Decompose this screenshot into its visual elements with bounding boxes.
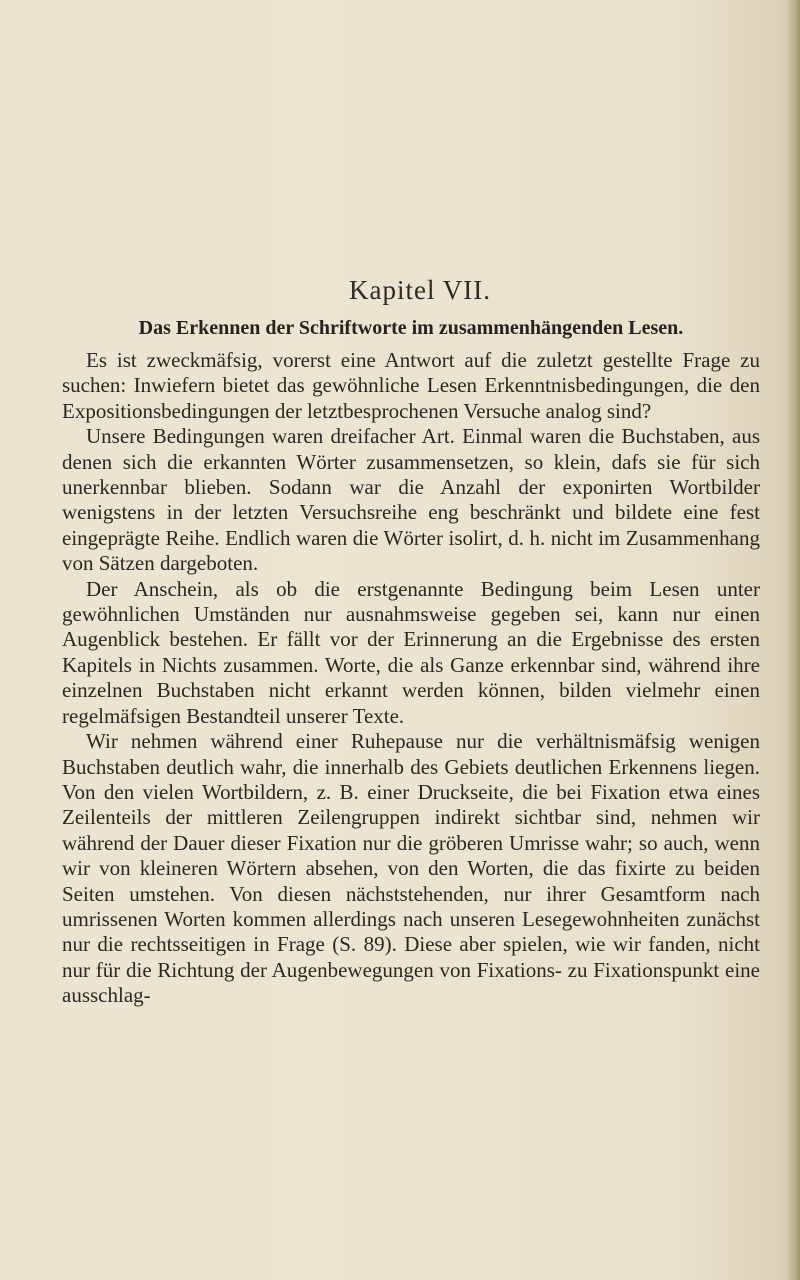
paragraph-3: Der Anschein, als ob die erstgenannte Bedingung beim Lesen unter gewöhnlichen Umständen nur ausnahmsweise gegeben sei, kann nur einen Augenblick bestehen. Er fällt vor der Erinnerung an die Ergebnisse des ersten Kapitels in Nichts zusammen. Worte, die als Ganze erkennbar sind, während ihre einzelnen Buchstaben nicht erkannt werden können, bilden vielmehr einen regelmäfsigen Bestandteil unserer Texte.	[62, 576, 760, 728]
page-edge-shadow	[786, 0, 800, 1280]
paragraph-2: Unsere Bedingungen waren dreifacher Art. Einmal waren die Buchstaben, aus denen sich die erkannten Wörter zusammensetzen, so klein, dafs sie für sich unerkennbar blieben. Sodann war die Anzahl der exponirten Wortbilder wenigstens in der letzten Versuchsreihe eng beschränkt und bildete eine fest eingeprägte Reihe. Endlich waren die Wörter isolirt, d. h. nicht im Zusammenhang von Sätzen dargeboten.	[62, 424, 760, 576]
paragraph-4: Wir nehmen während einer Ruhepause nur die verhältnismäfsig wenigen Buchstaben deutlich wahr, die innerhalb des Gebiets deutlichen Erkennens liegen. Von den vielen Wortbildern, z. B. einer Druckseite, die bei Fixation etwa eines Zeilenteils der mittleren Zeilengruppen indirekt sichtbar sind, nehmen wir während der Dauer dieser Fixation nur die gröberen Umrisse wahr; so auch, wenn wir von kleineren Wörtern absehen, von den Worten, die das fixirte zu beiden Seiten umstehen. Von diesen nächststehenden, nur ihrer Gesamtform nach umrissenen Worten kommen allerdings nach unseren Lesegewohnheiten zunächst nur die rechtsseitigen in Frage (S. 89). Diese aber spielen, wie wir fanden, nicht nur für die Richtung der Augenbewegungen von Fixations- zu Fixationspunkt eine ausschlag-	[62, 729, 760, 1008]
page-text-block	[62, 272, 760, 1009]
chapter-title: Kapitel VII.	[349, 275, 491, 305]
section-heading: Das Erkennen der Schriftworte im zusammenhängenden Lesen.	[138, 317, 684, 339]
paragraph-1: Es ist zweckmäfsig, vorerst eine Antwort auf die zuletzt gestellte Frage zu suchen: Inwiefern bietet das gewöhnliche Lesen Erkenntnisbedingungen, die den Expositionsbedingungen der letztbesprochenen Versuche analog sind?	[62, 348, 760, 423]
